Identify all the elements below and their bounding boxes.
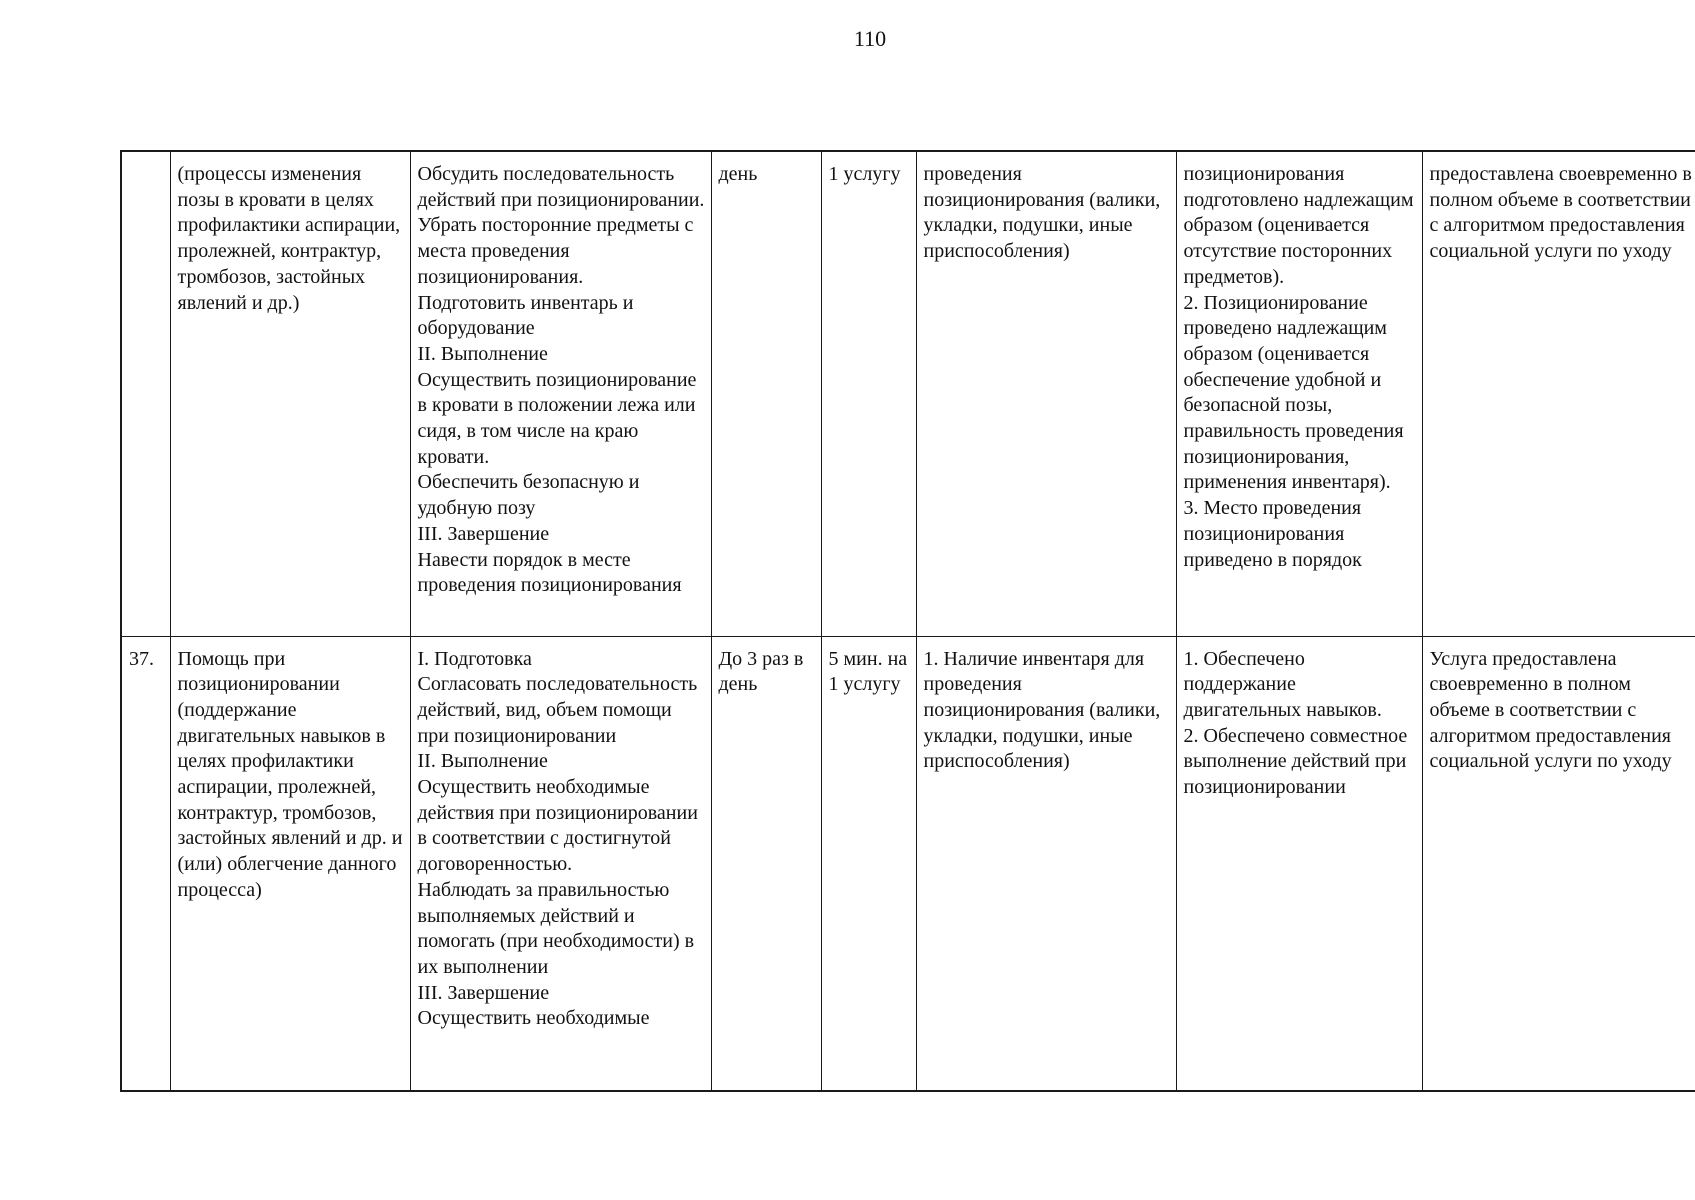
service-name-cell: Помощь при позиционировании (поддержание двигательных навыков в целях профилактики аспирации, пролежней, контрактур, тромбозов, застойных явлений и др. и (или) облегчение данного процесса) [170, 636, 410, 1091]
quality-cell: позиционирования подготовлено надлежащим образом (оценивается отсутствие посторонних предметов). 2. Позиционирование проведено надлежащим образом (оценивается обеспечение удобной и безопасной позы, правильность проведения позиционирования, применения инвентаря). 3. Место проведения позиционирования приведено в порядок [1176, 151, 1422, 636]
frequency-cell: До 3 раз в день [711, 636, 821, 1091]
conditions-cell: 1. Наличие инвентаря для проведения позиционирования (валики, укладки, подушки, иные приспособления) [916, 636, 1176, 1091]
table-row [121, 151, 1695, 636]
quality-cell: 1. Обеспечено поддержание двигательных навыков. 2. Обеспечено совместное выполнение действий при позиционировании [1176, 636, 1422, 1091]
table-row [121, 636, 1695, 1091]
service-name-cell: (процессы изменения позы в кровати в целях профилактики аспирации, пролежней, контрактур, тромбозов, застойных явлений и др.) [170, 151, 410, 636]
service-content-cell: I. Подготовка Согласовать последовательность действий, вид, объем помощи при позиционировании II. Выполнение Осуществить необходимые действия при позиционировании в соответствии с достигнутой договоренностью. Наблюдать за правильностью выполняемых действий и помогать (при необходимости) в их выполнении III. Завершение Осуществить необходимые [410, 636, 711, 1091]
page-number: 110 [853, 26, 887, 51]
row-number-cell: 37. [121, 636, 170, 1091]
conditions-cell: проведения позиционирования (валики, укладки, подушки, иные приспособления) [916, 151, 1176, 636]
row-number-cell [121, 151, 170, 636]
services-table [120, 150, 1695, 1092]
time-norm-cell: 1 услугу [821, 151, 916, 636]
service-content-cell: Обсудить последовательность действий при позиционировании. Убрать посторонние предметы с места проведения позиционирования. Подготовить инвентарь и оборудование II. Выполнение Осуществить позиционирование в кровати в положении лежа или сидя, в том числе на краю кровати. Обеспечить безопасную и удобную позу III. Завершение Навести порядок в месте проведения позиционирования [410, 151, 711, 636]
result-cell: предоставлена своевременно в полном объеме в соответствии с алгоритмом предоставления социальной услуги по уходу [1422, 151, 1695, 636]
frequency-cell: день [711, 151, 821, 636]
time-norm-cell: 5 мин. на 1 услугу [821, 636, 916, 1091]
result-cell: Услуга предоставлена своевременно в полном объеме в соответствии с алгоритмом предоставления социальной услуги по уходу [1422, 636, 1695, 1091]
